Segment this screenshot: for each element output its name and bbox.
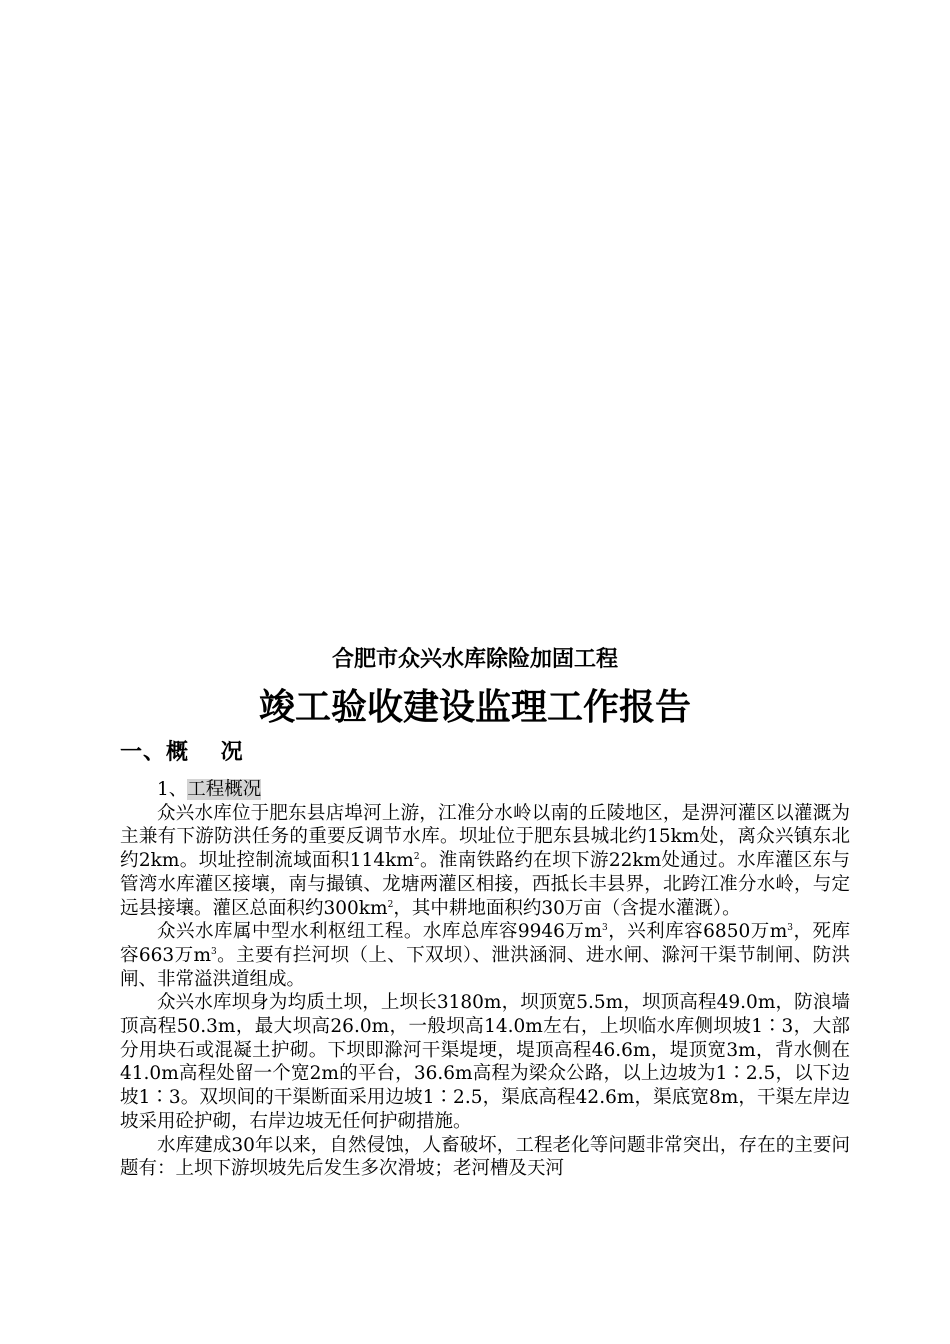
subheading-number: 1、 — [157, 779, 188, 800]
superscript: 3 — [211, 946, 217, 957]
superscript: 2 — [413, 851, 420, 862]
paragraph-1-part-a: 众兴水库位于肥东县店埠河上游，江准分水岭以南的丘陵地区，是淠河灌区以灌溉为主兼有下游防洪任务的重要反调节水库。坝址位于肥东县城北约15km处，离众兴镇东北约2km。坝址控制流域面积114km — [120, 802, 850, 872]
report-body — [120, 778, 850, 1181]
paragraph-2-part-b: ，兴利库容6850万m — [607, 921, 788, 943]
paragraph-2-part-a: 众兴水库属中型水利枢纽工程。水库总库容9946万m — [157, 921, 602, 943]
superscript: 3 — [601, 923, 608, 934]
subheading — [120, 778, 850, 802]
paragraph-1-part-b: 。淮南铁路约在坝下游22km处通过。水库灌区东与管湾水库灌区接壤，南与撮镇、龙塘两灌区相接，西抵长丰县界，北跨江准分水岭，与定远县接壤。灌区总面积约300km — [120, 850, 850, 919]
subheading-text: 工程概况 — [187, 779, 262, 800]
paragraph-1-part-c: ，其中耕地面积约30万亩（含提水灌溉）。 — [393, 897, 741, 919]
paragraph-2 — [120, 920, 850, 991]
paragraph-1 — [120, 802, 850, 921]
section-heading: 一、概 况 — [120, 740, 244, 765]
superscript: 2 — [387, 899, 394, 910]
paragraph-2-part-c: ，死库容663万m — [120, 921, 850, 966]
superscript: 3 — [787, 923, 793, 934]
paragraph-3: 众兴水库坝身为均质土坝，上坝长3180m，坝顶宽5.5m，坝顶高程49.0m，防浪墙顶高程50.3m，最大坝高26.0m，一般坝高14.0m左右，上坝临水库侧坝坡1∶3，大部分用块石或混凝土护砌。下坝即滁河干渠堤埂，堤顶高程46.6m，堤顶宽3m，背水侧在41.0m高程处留一个宽2m的平台，36.6m高程为梁众公路，以上边坡为1∶2.5，以下边坡1∶3。双坝间的干渠断面采用边坡1∶2.5，渠底高程42.6m，渠底宽8m，干渠左岸边坡采用砼护砌，右岸边坡无任何护砌措施。 — [120, 992, 850, 1132]
report-title-line1: 合肥市众兴水库除险加固工程 — [331, 647, 618, 672]
paragraph-4: 水库建成30年以来，自然侵蚀，人畜破坏，工程老化等问题非常突出，存在的主要问题有：上坝下游坝坡先后发生多次滑坡；老河槽及天河 — [120, 1134, 850, 1180]
report-title-line2: 竣工验收建设监理工作报告 — [258, 687, 691, 728]
paragraph-2-part-d: 。主要有拦河坝（上、下双坝）、泄洪涵洞、进水闸、滁河干渠节制闸、防洪闸、非常溢洪道组成。 — [120, 944, 850, 990]
